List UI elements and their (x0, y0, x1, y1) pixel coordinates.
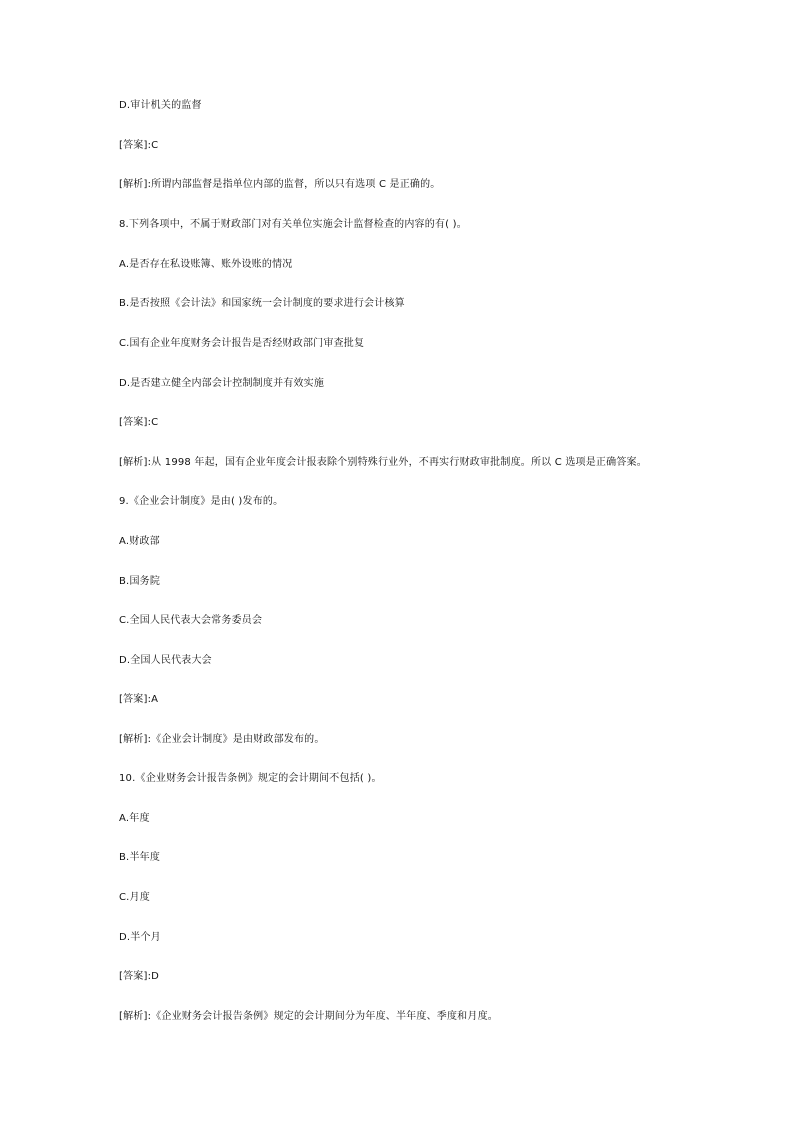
question-8: 8.下列各项中，不属于财政部门对有关单位实施会计监督检查的内容的有( )。 (119, 219, 467, 230)
analysis-q7: [解析]:所谓内部监督是指单位内部的监督，所以只有选项 C 是正确的。 (119, 179, 441, 190)
question-9: 9.《企业会计制度》是由( )发布的。 (119, 496, 284, 507)
answer-q9: [答案]:A (119, 694, 159, 705)
option-d-q7: D.审计机关的监督 (119, 100, 202, 111)
option-b-q8: B.是否按照《会计法》和国家统一会计制度的要求进行会计核算 (119, 298, 405, 309)
option-a-q10: A.年度 (119, 813, 150, 824)
analysis-q9: [解析]:《企业会计制度》是由财政部发布的。 (119, 734, 325, 745)
answer-q10: [答案]:D (119, 971, 160, 982)
analysis-q10: [解析]:《企业财务会计报告条例》规定的会计期间分为年度、半年度、季度和月度。 (119, 1011, 498, 1022)
option-d-q8: D.是否建立健全内部会计控制制度并有效实施 (119, 378, 325, 389)
question-10: 10.《企业财务会计报告条例》规定的会计期间不包括( )。 (119, 773, 382, 784)
answer-q7: [答案]:C (119, 140, 159, 151)
option-b-q9: B.国务院 (119, 576, 161, 587)
option-d-q9: D.全国人民代表大会 (119, 655, 212, 666)
option-a-q9: A.财政部 (119, 536, 160, 547)
analysis-q8: [解析]:从 1998 年起，国有企业年度会计报表除个别特殊行业外，不再实行财政审批制度。所以 C 选项是正确答案。 (119, 457, 647, 468)
option-a-q8: A.是否存在私设账簿、账外设账的情况 (119, 259, 293, 270)
option-b-q10: B.半年度 (119, 852, 161, 863)
option-c-q9: C.全国人民代表大会常务委员会 (119, 615, 263, 626)
option-d-q10: D.半个月 (119, 932, 161, 943)
option-c-q8: C.国有企业年度财务会计报告是否经财政部门审查批复 (119, 338, 365, 349)
answer-q8: [答案]:C (119, 417, 159, 428)
option-c-q10: C.月度 (119, 892, 150, 903)
